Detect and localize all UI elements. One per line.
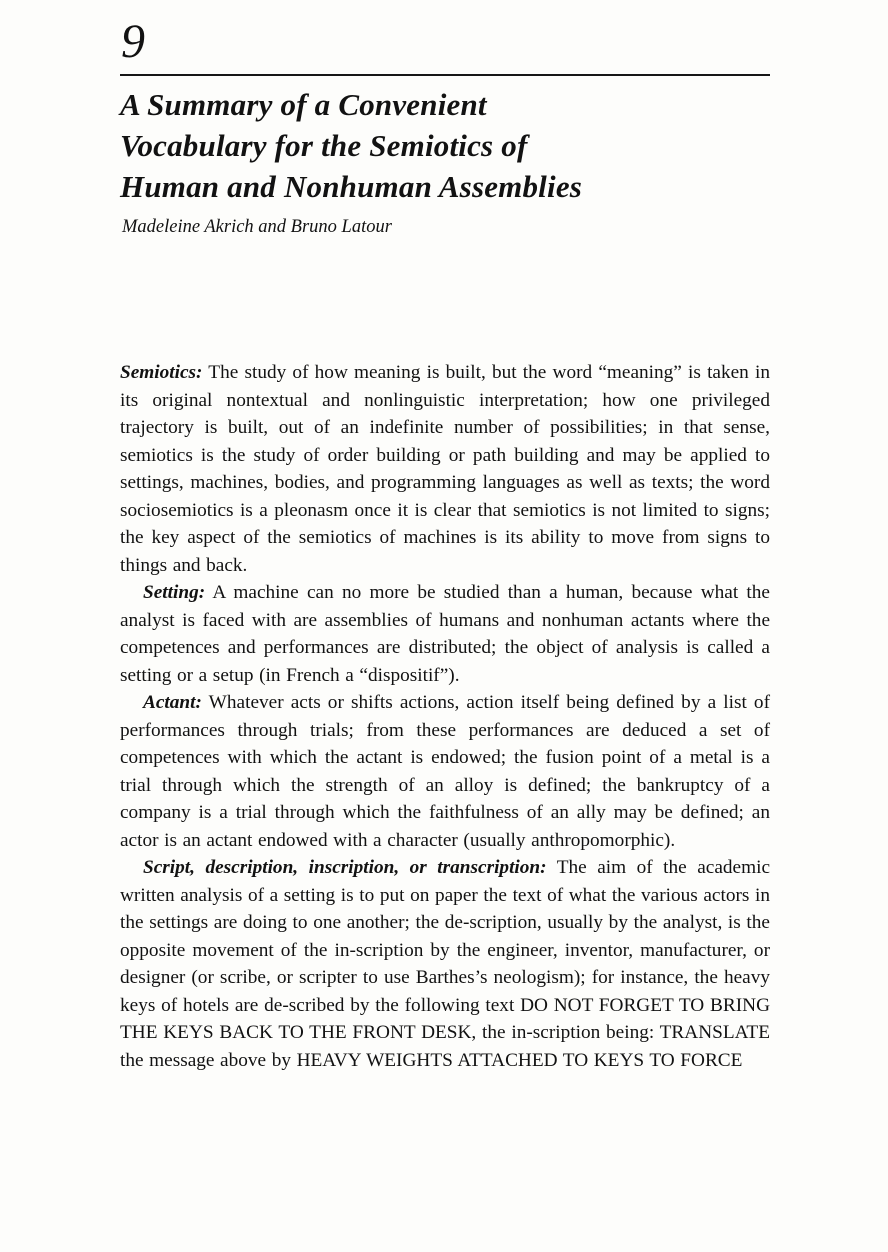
- definition-paragraph-setting: [120, 579, 770, 689]
- chapter-title: [120, 84, 800, 207]
- chapter-title-line: Vocabulary for the Semiotics of: [120, 128, 528, 163]
- chapter-title-line: A Summary of a Convenient: [120, 87, 487, 122]
- chapter-divider-rule: [120, 74, 770, 76]
- author-byline: Madeleine Akrich and Bruno Latour: [122, 217, 392, 237]
- term-setting: Setting:: [143, 582, 206, 603]
- definition-text-setting: A machine can no more be studied than a human, because what the analyst is faced with are assemblies of humans and nonhuman actants where the competences and performances are distributed; the object of analysis is called a setting or a setup (in French a “dispositif”).: [120, 582, 770, 686]
- term-semiotics: Semiotics:: [120, 362, 203, 383]
- definition-paragraph-script: [120, 854, 770, 1074]
- definition-text-semiotics: The study of how meaning is built, but the word “meaning” is taken in its original nontextual and nonlinguistic interpretation; how one privileged trajectory is built, out of an indefinite number of possibilities; in that sense, semiotics is the study of order building or path building and may be applied to settings, machines, bodies, and programming languages as well as texts; the word sociosemiotics is a pleonasm once it is clear that semiotics is not limited to signs; the key aspect of the semiotics of machines is its ability to move from signs to things and back.: [120, 362, 770, 576]
- definition-paragraph-semiotics: [120, 359, 770, 579]
- term-script: Script, description, inscription, or transcription:: [143, 857, 547, 878]
- body-text: [120, 359, 770, 1074]
- definition-text-actant: Whatever acts or shifts actions, action itself being defined by a list of performances through trials; from these performances are deduced a set of competences with which the actant is endowed; the fusion point of a metal is a trial through which the strength of an alloy is defined; the bankruptcy of a company is a trial through which the faithfulness of an ally may be defined; an actor is an actant endowed with a character (usually anthropomorphic).: [120, 692, 770, 851]
- term-actant: Actant:: [143, 692, 202, 713]
- chapter-title-line: Human and Nonhuman Assemblies: [120, 169, 583, 204]
- chapter-number: 9: [121, 15, 145, 68]
- definition-paragraph-actant: [120, 689, 770, 854]
- definition-text-script: The aim of the academic written analysis of a setting is to put on paper the text of what the various actors in the settings are doing to one another; the de-scription, usually by the analyst, is the opposite movement of the in-scription by the engineer, inventor, manufacturer, or designer (or scribe, or scripter to use Barthes’s neologism); for instance, the heavy keys of hotels are de-scribed by the following text DO NOT FORGET TO BRING THE KEYS BACK TO THE FRONT DESK, the in-scription being: TRANSLATE the message above by HEAVY WEIGHTS ATTACHED TO KEYS TO FORCE: [120, 857, 770, 1071]
